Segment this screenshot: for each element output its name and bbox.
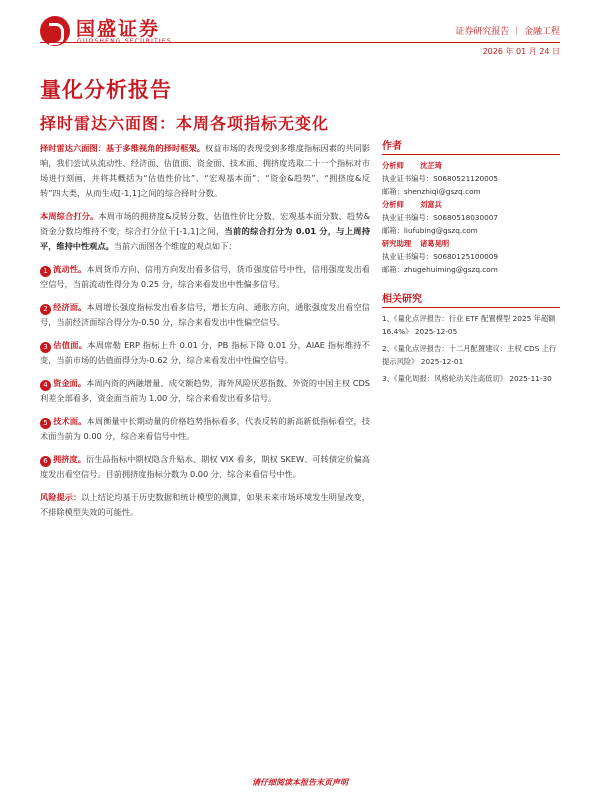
intro-text: 权益市场的表现受到多维度指标因素的共同影响，我们尝试从流动性、经济面、估值面、资金面、技术面、拥挤度选取二十一个指标对市场进行刻画，并将其概括为“估值性价比”、“宏观基本面”、“资金&趋势”、“拥挤度&反转”四大类，从而生成[-1,1]之间的综合择时分数。: [40, 143, 370, 198]
related-heading: 相关研究: [382, 290, 560, 308]
dimension-item: [40, 262, 370, 292]
dimension-text: 本周衡量中长期动量的价格趋势指标看多，代表反转的新高新低指标看空，技术面当前为 0.00 分，综合来看信号中性。: [40, 416, 370, 441]
email-address[interactable]: shenzhiqi@gszq.com: [403, 187, 481, 196]
cert-number: S0680521120005: [433, 174, 499, 183]
dimension-text: 本周内资的两融增量、成交额趋势，海外风险厌恶指数、外资的中国主权 CDS 利差全部看多，资金面当前为 1.00 分，综合来看发出看多信号。: [40, 378, 370, 403]
dimension-item: [40, 300, 370, 330]
intro-lead: 择时雷达六面图：基于多维视角的择时框架。: [40, 143, 206, 153]
author-email: [382, 224, 560, 237]
intro-paragraph: [40, 141, 370, 201]
risk-lead: 风险提示：: [40, 492, 82, 502]
report-date: 2026 年 01 月 24 日: [482, 47, 560, 56]
dimension-label: 估值面。: [53, 340, 88, 350]
number-badge: 3: [40, 342, 51, 353]
logo-name-cn: 国盛证券: [76, 18, 161, 40]
cert-label: 执业证书编号：: [382, 213, 434, 222]
dimension-text: 本周货币方向、信用方向发出看多信号，货币强度信号中性，信用强度发出看空信号，当前流动性得分为 0.25 分，综合来看发出中性偏多信号。: [40, 264, 370, 289]
author-name: 诸葛晃明: [420, 239, 450, 248]
related-item[interactable]: [382, 312, 560, 338]
dimension-label: 技术面。: [53, 416, 87, 426]
author-row: [382, 237, 560, 250]
related-date: 2025-11-30: [509, 374, 552, 383]
risk-notice: [40, 490, 370, 520]
author-row: [382, 198, 560, 211]
cert-label: 执业证书编号：: [382, 174, 434, 183]
report-title: 择时雷达六面图：本周各项指标无变化: [40, 114, 330, 133]
report-category: 证券研究报告 ｜ 金融工程: [455, 27, 560, 37]
authors-heading: 作者: [382, 137, 560, 155]
number-badge: 4: [40, 380, 51, 391]
related-item[interactable]: [382, 372, 560, 385]
related-date: 2025-12-05: [414, 327, 458, 336]
email-label: 邮箱：: [382, 265, 404, 274]
author-role: 分析师: [382, 161, 404, 170]
dimension-text: 本周增长强度指标发出看多信号，增长方向、通胀方向，通胀强度发出看空信号，当前经济面综合得分为-0.50 分，综合来看发出中性偏空信号。: [40, 302, 370, 327]
number-badge: 6: [40, 456, 51, 467]
header-divider: [40, 42, 560, 43]
score-conclusion: 当前的综合打分为 0.01 分，与上周持平，维持中性观点。: [40, 226, 371, 251]
email-label: 邮箱：: [382, 187, 404, 196]
cert-number: S0680125100009: [433, 252, 499, 261]
author-row: [382, 159, 560, 172]
author-role: 研究助理: [382, 239, 412, 248]
author-name: 沈芷琦: [420, 161, 442, 170]
related-research: [382, 290, 560, 385]
main-body: [40, 141, 370, 528]
score-paragraph: [40, 209, 370, 254]
dimension-label: 流动性。: [53, 264, 87, 274]
footer-disclaimer: 请仔细阅读本报告末页声明: [252, 778, 348, 787]
author-role: 分析师: [382, 200, 404, 209]
author-cert: [382, 172, 560, 185]
author-email: [382, 185, 560, 198]
related-title[interactable]: 2、《量化点评报告：十二月配置建议：主权 CDS 上行提示风险》: [382, 344, 557, 366]
score-tail: 当前六面图各个维度的观点如下：: [113, 241, 237, 251]
score-text: 本周市场的拥挤度&反转分数、估值性价比分数、宏观基本面分数、趋势&资金分数均维持不变，综合打分位于[-1,1]之间，: [40, 211, 370, 236]
author-cert: [382, 211, 560, 224]
cert-label: 执业证书编号：: [382, 252, 434, 261]
dimension-text: 衍生品指标中期权隐含升贴水、期权 VIX 看多，期权 SKEW、可转债定价偏高度发出看空信号。目前拥挤度指标分数为 0.00 分，综合来看信号中性。: [40, 454, 370, 479]
dimension-item: [40, 376, 370, 406]
cert-number: S0680518030007: [433, 213, 499, 222]
risk-text: 以上结论均基于历史数据和统计模型的测算，如果未来市场环境发生明显改变，不排除模型失效的可能性。: [40, 492, 370, 517]
related-title[interactable]: 1、《量化点评报告：行业 ETF 配置模型 2025 年超额 16.4%》: [382, 314, 556, 336]
related-date: 2025-12-01: [420, 357, 464, 366]
author-name: 刘富兵: [420, 200, 442, 209]
dimension-item: [40, 338, 370, 368]
email-label: 邮箱：: [382, 226, 404, 235]
number-badge: 2: [40, 304, 51, 315]
report-type: 量化分析报告: [40, 78, 172, 102]
author-cert: [382, 250, 560, 263]
email-address[interactable]: zhugehuiming@gszq.com: [403, 265, 498, 274]
dimension-text: 本周席勒 ERP 指标上升 0.01 分，PB 指标下降 0.01 分，AIAE 指标维持不变，当前市场的估值面得分为-0.62 分，综合来看发出中性偏空信号。: [40, 340, 370, 365]
dimension-item: [40, 414, 370, 444]
dimension-label: 资金面。: [53, 378, 87, 388]
sidebar: [382, 137, 560, 389]
dimension-item: [40, 452, 370, 482]
author-email: [382, 263, 560, 276]
number-badge: 1: [40, 266, 51, 277]
score-lead: 本周综合打分。: [40, 211, 99, 221]
dimension-label: 拥挤度。: [53, 454, 86, 464]
number-badge: 5: [40, 418, 51, 429]
email-address[interactable]: liufubing@gszq.com: [403, 226, 478, 235]
related-item[interactable]: [382, 342, 560, 368]
dimension-label: 经济面。: [53, 302, 87, 312]
related-title[interactable]: 3、《量化周报：风格轮动关注高低切》: [382, 374, 508, 383]
